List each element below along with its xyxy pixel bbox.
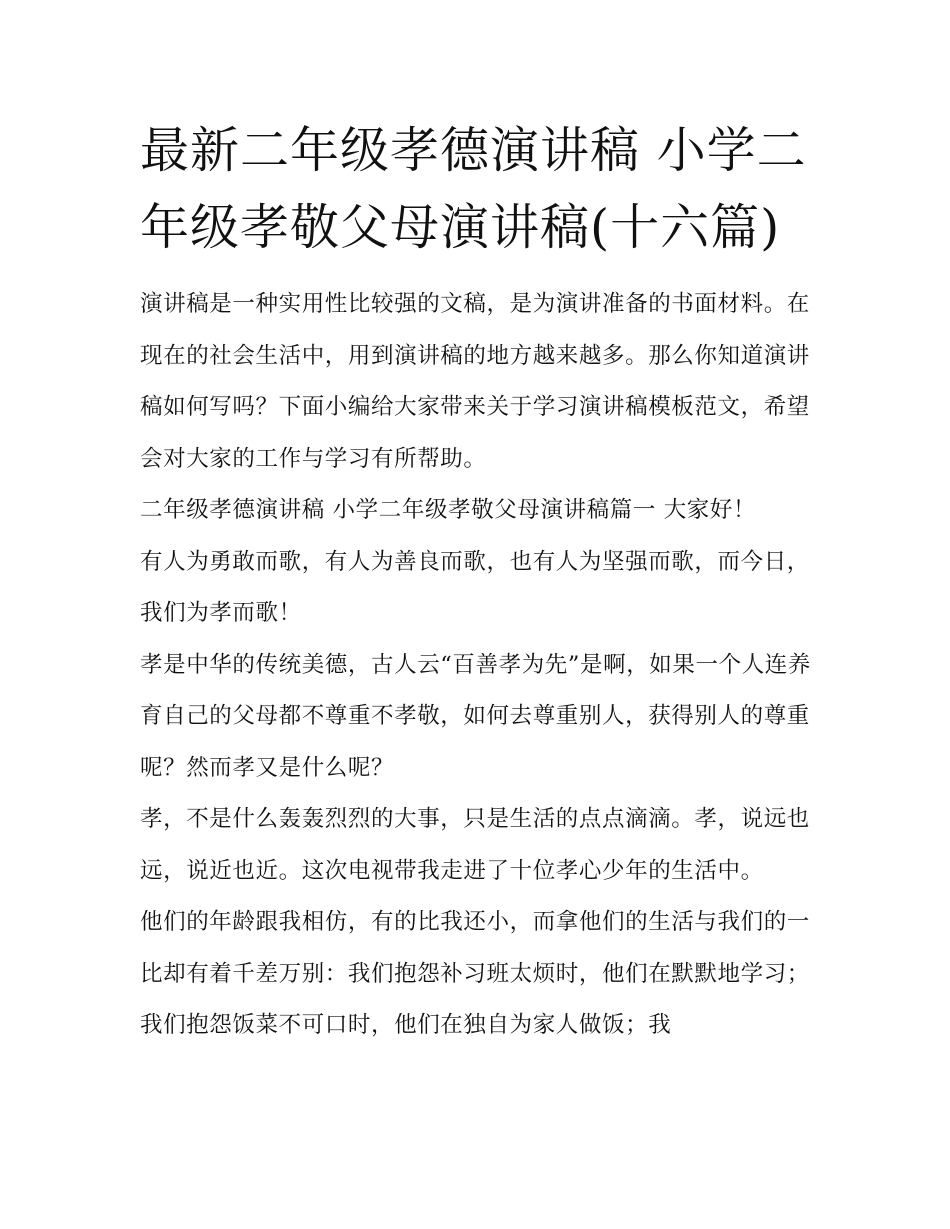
paragraph-filial-life: 孝，不是什么轰轰烈烈的大事，只是生活的点点滴滴。孝，说远也远，说近也近。这次电视带我走进了十位孝心少年的生活中。 xyxy=(140,806,810,884)
paragraph-comparison: 他们的年龄跟我相仿，有的比我还小，而拿他们的生活与我们的一比却有着千差万别：我们抱怨补习班太烦时，他们在默默地学习；我们抱怨饭菜不可口时，他们在独自为家人做饭；我 xyxy=(140,909,810,1038)
document-body xyxy=(140,279,816,1052)
paragraph-virtue: 孝是中华的传统美德，古人云“百善孝为先”是啊，如果一个人连养育自己的父母都不尊重不孝敬，如何去尊重别人，获得别人的尊重呢？然而孝又是什么呢？ xyxy=(140,651,812,781)
document-title: 最新二年级孝德演讲稿 小学二年级孝敬父母演讲稿(十六篇) xyxy=(140,122,807,256)
paragraph-greeting: 二年级孝德演讲稿 小学二年级孝敬父母演讲稿篇一 大家好！ xyxy=(140,497,757,523)
paragraph-intro: 演讲稿是一种实用性比较强的文稿，是为演讲准备的书面材料。在现在的社会生活中，用到演讲稿的地方越来越多。那么你知道演讲稿如何写吗？下面小编给大家带来关于学习演讲稿模板范文，希望会对大家的工作与学习有所帮助。 xyxy=(140,291,810,472)
paragraph-song: 有人为勇敢而歌，有人为善良而歌，也有人为坚强而歌，而今日，我们为孝而歌！ xyxy=(140,548,810,626)
